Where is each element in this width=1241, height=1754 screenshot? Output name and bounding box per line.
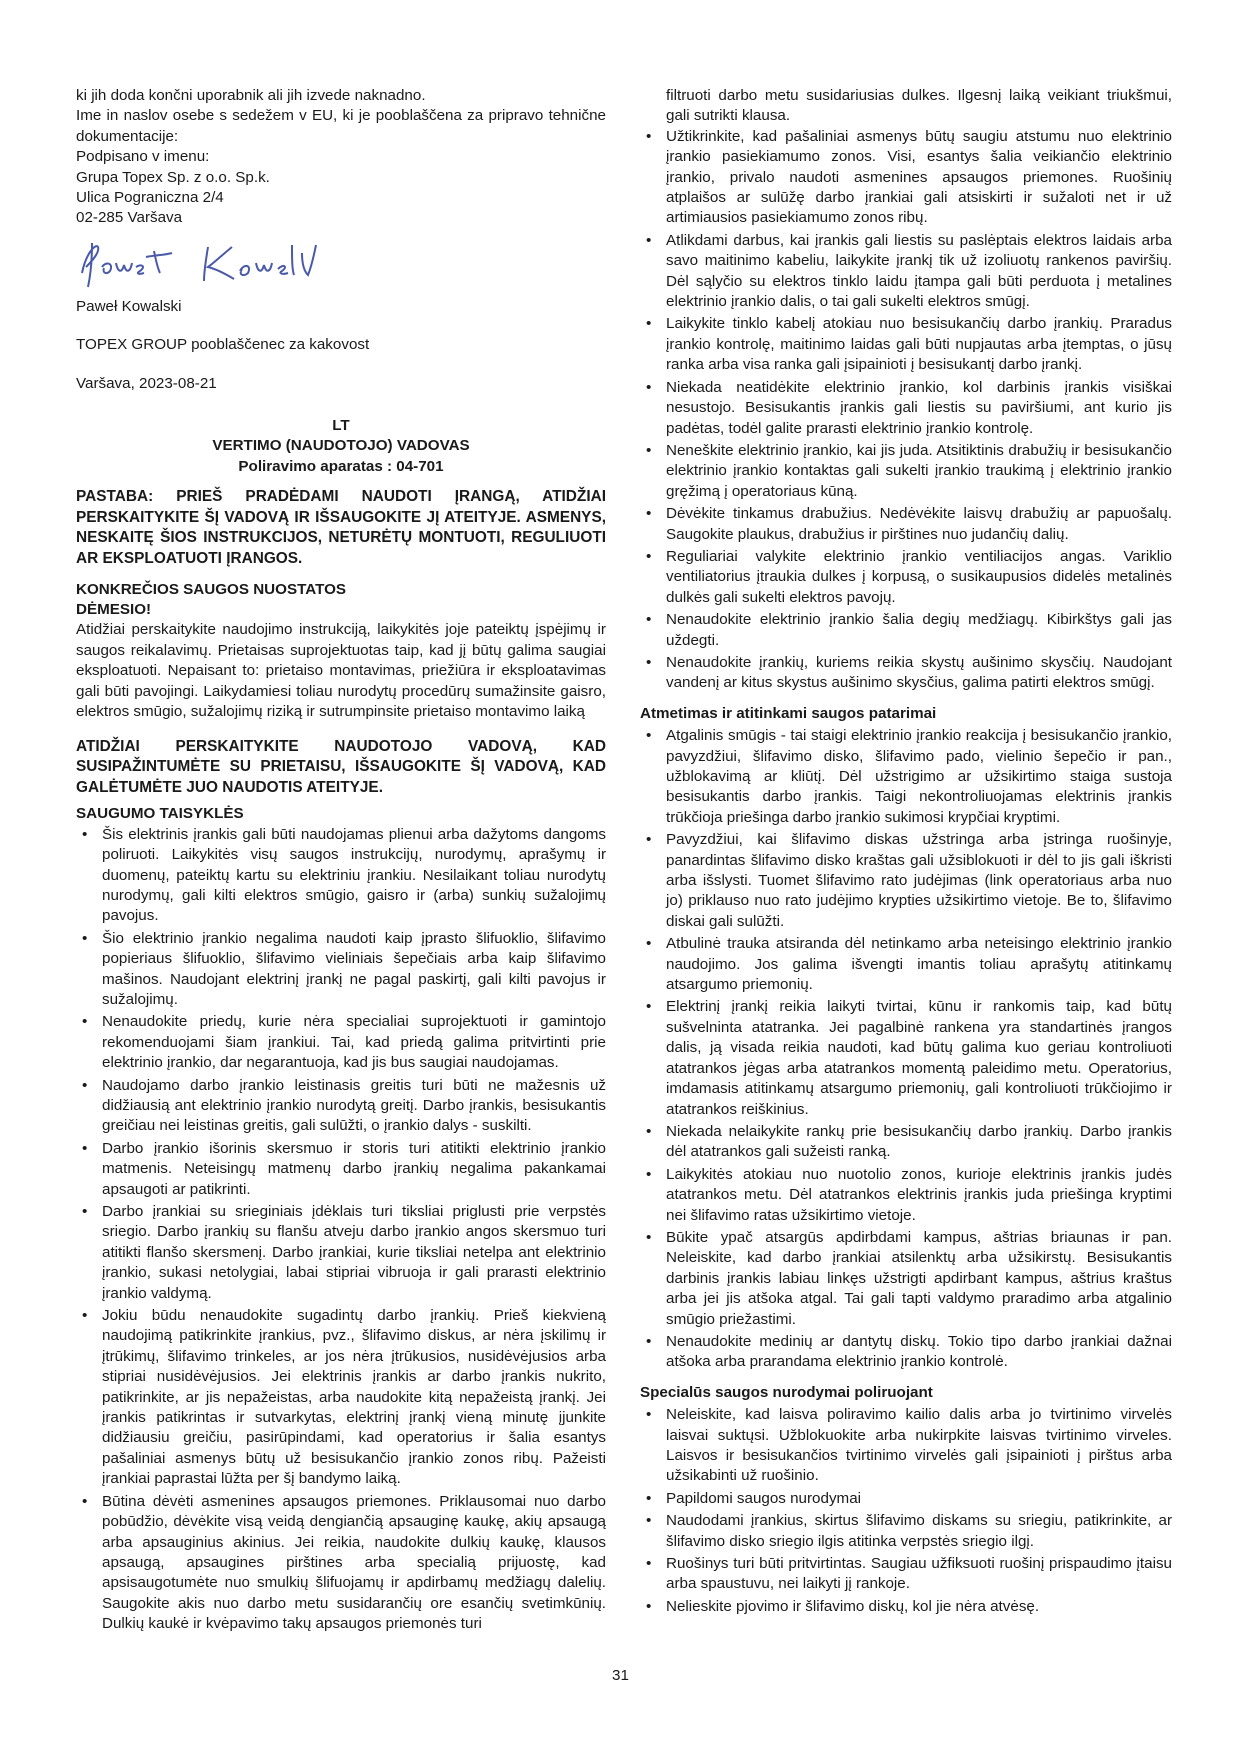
list-item: • Būkite ypač atsargūs apdirbdami kampus, aštrias briaunas ir pan. Neleiskite, kad darbo įrankiai atsilenktų arba užsikirstų. Besisukantis darbinis įrankis labiau linkęs užstrigti apdirbant kampus, aštrius kraštus arba jei jis atšoka atgal. Tai gali tapti valdymo praradimo arba atgalinio smūgio priežastimi. xyxy=(640,1228,1172,1330)
list-item: • Laikykite tinklo kabelį atokiau nuo besisukančių darbo įrankių. Praradus įrankio kontrolę, maitinimo laidas gali būti nupjautas arba įtemptas, o jūsų ranka arba visa ranka gali įsipainioti į besisukantį darbo įrankį. xyxy=(640,314,1172,375)
specific-safety-heading: KONKREČIOS SAUGOS NUOSTATOS xyxy=(76,580,347,598)
attention-heading: DĖMESIO! xyxy=(76,601,152,619)
list-item: • Būtina dėvėti asmenines apsaugos priemones. Priklausomai nuo darbo pobūdžio, dėvėkite visą veidą dengiančią apsauginę kaukę, akių apsaugą arba apsauginius akinius. Jei reikia, naudokite dulkių kaukę, klausos apsaugą, apsaugines pirštines arba specialią prijuostę, kad apsisaugotumėte nuo smulkių šlifuojamų ir apdirbamų medžiagų dalelių. Saugokite akis nuo darbo metu susidarančių ore esančių svetimkūnių. Dulkių kaukė ir kvėpavimo takų apsaugos priemonės turi xyxy=(76,1492,606,1635)
list-item: • Laikykitės atokiau nuo nuotolio zonos, kurioje elektrinis įrankis judės atatrankos metu. Dėl atatrankos elektrinis įrankis juda priešinga kryptimi nei šlifavimo ratas užsikirtimo vietoje. xyxy=(640,1165,1172,1226)
right-column xyxy=(640,86,1172,1619)
signer-name: Paweł Kowalski xyxy=(76,297,182,315)
intro-line-1: ki jih doda končni uporabnik ali jih izvede naknadno. xyxy=(76,87,426,104)
list-item: • Nelieskite pjovimo ir šlifavimo diskų, kol jie nėra atvėsę. xyxy=(640,1597,1172,1617)
list-item: • Niekada nelaikykite rankų prie besisukančių darbo įrankių. Darbo įrankis dėl atatrankos gali sužeisti ranką. xyxy=(640,1122,1172,1163)
list-item: • Pavyzdžiui, kai šlifavimo diskas užstringa arba įstringa ruošinyje, panardintas šlifavimo disko kraštas gali užsiblokuoti ir dėl to jis gali iškristi arba išslysti. Tuomet šlifavimo rato judėjimas (link operatoriaus arba nuo jo) priklauso nuo rato judėjimo krypties užsikirtimo vietoje. Be to, šlifavimo diskai gali sulūžti. xyxy=(640,830,1172,932)
place-date: Varšava, 2023-08-21 xyxy=(76,374,217,392)
company-name: Grupa Topex Sp. z o.o. Sp.k. xyxy=(76,168,270,186)
list-item: • Naudodami įrankius, skirtus šlifavimo diskams su sriegiu, patikrinkite, ar šlifavimo disko sriegio ilgis atitinka verpstės sriegio ilgį. xyxy=(640,1511,1172,1552)
list-item: • Nenaudokite įrankių, kuriems reikia skystų aušinimo skysčių. Naudojant vandenį ar kitus skystus aušinimo skysčius, galima patirti elektros smūgį. xyxy=(640,653,1172,694)
intro-line-3: Podpisano v imenu: xyxy=(76,148,210,166)
page-number: 31 xyxy=(612,1667,629,1684)
signer-role: TOPEX GROUP pooblaščenec za kakovost xyxy=(76,336,370,354)
handwritten-signature xyxy=(76,233,606,295)
polishing-safety-list xyxy=(640,1405,1172,1617)
manual-title: VERTIMO (NAUDOTOJO) VADOVAS xyxy=(212,437,470,455)
list-item: • Jokiu būdu nenaudokite sugadintų darbo įrankių. Prieš kiekvieną naudojimą patikrinkite įrankius, pvz., šlifavimo diskus, ar nėra įskilimų ir įtrūkimų, šlifavimo trinkeles, ar jos nėra įtrūkusios, nusidėvėjusios arba stipriai nusidėvėjusios. Jei elektrinis įrankis ar darbo įrankis nukrito, patikrinkite, ar jis nepažeistas, arba naudokite kitą nepažeistą įrankį. Jei įrankis patikrintas ir sutvarkytas, elektrinį įrankį vieną minutę įjunkite didžiausiu greičiu, pasirūpindami, kad operatorius ir šalia esantys pašaliniai asmenys būtų už besisukančio įrankio zonos ribų. Pažeisti įrankiai paprastai lūžta per šį bandymo laiką. xyxy=(76,1306,606,1490)
list-item: • Šio elektrinio įrankio negalima naudoti kaip įprasto šlifuoklio, šlifavimo popieriaus šlifuoklio, šlifavimo vieliniais šepečiais arba kaip šlifavimo mašinos. Naudojant elektrinį įrankį ne pagal paskirtį, gali kilti pavojus ir sužalojimų. xyxy=(76,929,606,1011)
list-item: • Ruošinys turi būti pritvirtintas. Saugiau užfiksuoti ruošinį prispaudimo įtaisu arba spaustuvu, nei laikyti jį rankoje. xyxy=(640,1554,1172,1595)
continuation-text: filtruoti darbo metu susidariusias dulkes. Ilgesnį laiką veikiant triukšmui, gali sutrikti klausa. xyxy=(666,87,1172,125)
list-item: • Nenaudokite elektrinio įrankio šalia degių medžiagų. Kibirkštys gali jas uždegti. xyxy=(640,610,1172,651)
company-city: 02-285 Varšava xyxy=(76,209,183,227)
kickback-list xyxy=(640,726,1172,1373)
list-item: • Darbo įrankiai su srieginiais įdėklais turi tiksliai priglusti prie verpstės sriegio. Darbo įrankių su flanšu atveju darbo įrankio angos skersmuo turi atitikti flanšo skersmenį. Darbo įrankiai, kurie tiksliai netelpa ant elektrinio įrankio, sukasi netolygiai, labai stipriai vibruoja ir gali prarasti elektrinio įrankio valdymą. xyxy=(76,1202,606,1304)
list-item: • Atgalinis smūgis - tai staigi elektrinio įrankio reakcija į besisukančio įrankio, pavyzdžiui, šlifavimo disko, šlifavimo pado, vielinio šepečio ir pan., užblokavimą ar kliūtį. Dėl užstrigimo ar užsikirtimo staiga sustoja besisukantis darbo įrankis. Taigi nekontroliuojamas elektrinis įrankis trūkčioja priešinga darbo įrankio sukimosi krypčiai kryptimi. xyxy=(640,726,1172,828)
list-item: • Dėvėkite tinkamus drabužius. Nedėvėkite laisvų drabužių ar papuošalų. Saugokite plaukus, drabužius ir pirštines nuo judančių dalių. xyxy=(640,504,1172,545)
language-code: LT xyxy=(332,417,350,435)
safety-rules-list-cont xyxy=(640,127,1172,694)
list-item: • Nenaudokite priedų, kurie nėra specialiai suprojektuoti ir gamintojo rekomenduojami šiam įrankiui. Tai, kad priedą galima pritvirtinti prie elektrinio įrankio, dar negarantuoja, kad jis bus saugiai naudojamas. xyxy=(76,1012,606,1073)
safety-rules-heading: SAUGUMO TAISYKLĖS xyxy=(76,805,244,823)
list-item: • Neleiskite, kad laisva poliravimo kailio dalis arba jo tvirtinimo virvelės laisvai suktųsi. Užblokuokite arba nukirpkite laisvas tvirtinimo virveles. Laisvos ir besisukančios tvirtinimo virvelės gali įsipainioti į pirštus arba užsikabinti už ruošinio. xyxy=(640,1405,1172,1487)
list-item: • Užtikrinkite, kad pašaliniai asmenys būtų saugiu atstumu nuo elektrinio įrankio pasiekiamumo zonos. Visi, esantys šalia veikiančio elektrinio įrankio, privalo naudoti asmenines apsaugos priemones. Ruošinių atplaišos ar sulūžę darbo įrankiai gali atsiskirti ir sužaloti net ir už artimiausios pasiekiamumo zonos ribų. xyxy=(640,127,1172,229)
list-item: • Nenaudokite medinių ar dantytų diskų. Tokio tipo darbo įrankiai dažnai atšoka arba prarandama elektrinio įrankio kontrolė. xyxy=(640,1332,1172,1373)
device-name: Poliravimo aparatas : 04-701 xyxy=(238,457,444,475)
list-item: • Papildomi saugos nurodymai xyxy=(640,1489,1172,1509)
list-item: • Neneškite elektrinio įrankio, kai jis juda. Atsitiktinis drabužių ir besisukančio elektrinio įrankio kontaktas gali sukelti įrankio traukimą į elektrinio įrankio gręžimą į operatoriaus kūną. xyxy=(640,441,1172,502)
polishing-safety-heading: Specialūs saugos nurodymai poliruojant xyxy=(640,1383,933,1401)
company-street: Ulica Pograniczna 2/4 xyxy=(76,189,224,207)
list-item: • Elektrinį įrankį reikia laikyti tvirtai, kūnu ir rankomis taip, kad būtų sušvelninta atatranka. Jei pagalbinė rankena yra standartinės įrangos dalis, ją visada reikia naudoti, kad būtų galima kuo geriau kontroliuoti atatrankos jėgas arba atatrankos momentą paleidimo metu. Operatorius, imdamasis atitinkamų atsargumo priemonių, gali kontroliuoti trūkčiojimo ir atatrankos reiškinius. xyxy=(640,997,1172,1119)
left-column xyxy=(76,86,606,1637)
list-item: • Niekada neatidėkite elektrinio įrankio, kol darbinis įrankis visiškai nesustojo. Besisukantis įrankis gali liestis su paviršiumi, ant kurio jis padėtas, todėl galite prarasti elektrinio įrankio kontrolę. xyxy=(640,378,1172,439)
safety-rules-list xyxy=(76,825,606,1635)
list-item: • Reguliariai valykite elektrinio įrankio ventiliacijos angas. Variklio ventiliatorius įtraukia dulkes į korpusą, o susikaupusios didelės metalinės dulkės gali sukelti elektros pavojų. xyxy=(640,547,1172,608)
kickback-heading: Atmetimas ir atitinkami saugos patarimai xyxy=(640,704,937,722)
list-item: • Naudojamo darbo įrankio leistinasis greitis turi būti ne mažesnis už didžiausią ant elektrinio įrankio nurodytą greitį. Darbo įrankis, besisukantis greičiau nei leistinas greitis, gali sulūžti, o įrankio dalys - suskilti. xyxy=(76,1076,606,1137)
intro-line-2: Ime in naslov osebe s sedežem v EU, ki je pooblaščena za pripravo tehnične dokumentacije: xyxy=(76,107,606,145)
list-item: • Šis elektrinis įrankis gali būti naudojamas plienui arba dažytoms dangoms poliruoti. Laikykitės visų saugos instrukcijų, nurodymų, aprašymų ir duomenų, pateiktų kartu su elektriniu įrankiu. Nesilaikant toliau nurodytų nurodymų, gali kilti elektros smūgio, gaisro ir (arba) sunkių sužalojimų pavojus. xyxy=(76,825,606,927)
list-item: • Atbulinė trauka atsiranda dėl netinkamo arba neteisingo elektrinio įrankio naudojimo. Jos galima išvengti imantis toliau aprašytų atitinkamų atsargumo priemonių. xyxy=(640,934,1172,995)
read-manual-notice: ATIDŽIAI PERSKAITYKITE NAUDOTOJO VADOVĄ, KAD SUSIPAŽINTUMĖTE SU PRIETAISU, IŠSAUGOKITE ŠĮ VADOVĄ, KAD GALĖTUMĖTE JUO NAUDOTIS ATEITYJE. xyxy=(76,737,606,796)
list-item: • Atlikdami darbus, kai įrankis gali liestis su paslėptais elektros laidais arba savo maitinimo kabeliu, laikykite įrankį tik už izoliuotų rankenos paviršių. Dėl sąlyčio su elektros tinklo laidu įtampa gali būti perduota į metalines elektrinio įrankio dalis, o tai gali sukelti elektros smūgį. xyxy=(640,231,1172,313)
attention-text: Atidžiai perskaitykite naudojimo instrukciją, laikykitės joje pateiktų įspėjimų ir saugos reikalavimų. Prietaisas suprojektuotas taip, kad jį būtų galima saugiai eksploatuoti. Nepaisant to: prietaiso montavimas, priežiūra ir eksploatavimas gali būti pavojingi. Laikydamiesi toliau nurodytų procedūrų sumažinsite gaisro, elektros smūgio, sužalojimų riziką ir sutrumpinsite prietaiso montavimo laiką xyxy=(76,621,606,721)
list-item: • Darbo įrankio išorinis skersmuo ir storis turi atitikti elektrinio įrankio matmenis. Neteisingų matmenų darbo įrankių negalima pakankamai apsaugoti ar patikrinti. xyxy=(76,1139,606,1200)
notice-text: PASTABA: PRIEŠ PRADĖDAMI NAUDOTI ĮRANGĄ, ATIDŽIAI PERSKAITYKITE ŠĮ VADOVĄ IR IŠSAUGOKITE JĮ ATEITYJE. ASMENYS, NESKAITĘ ŠIOS INSTRUKCIJOS, NETURĖTŲ MONTUOTI, REGULIUOTI AR EKSPLOATUOTI ĮRANGOS. xyxy=(76,488,606,568)
